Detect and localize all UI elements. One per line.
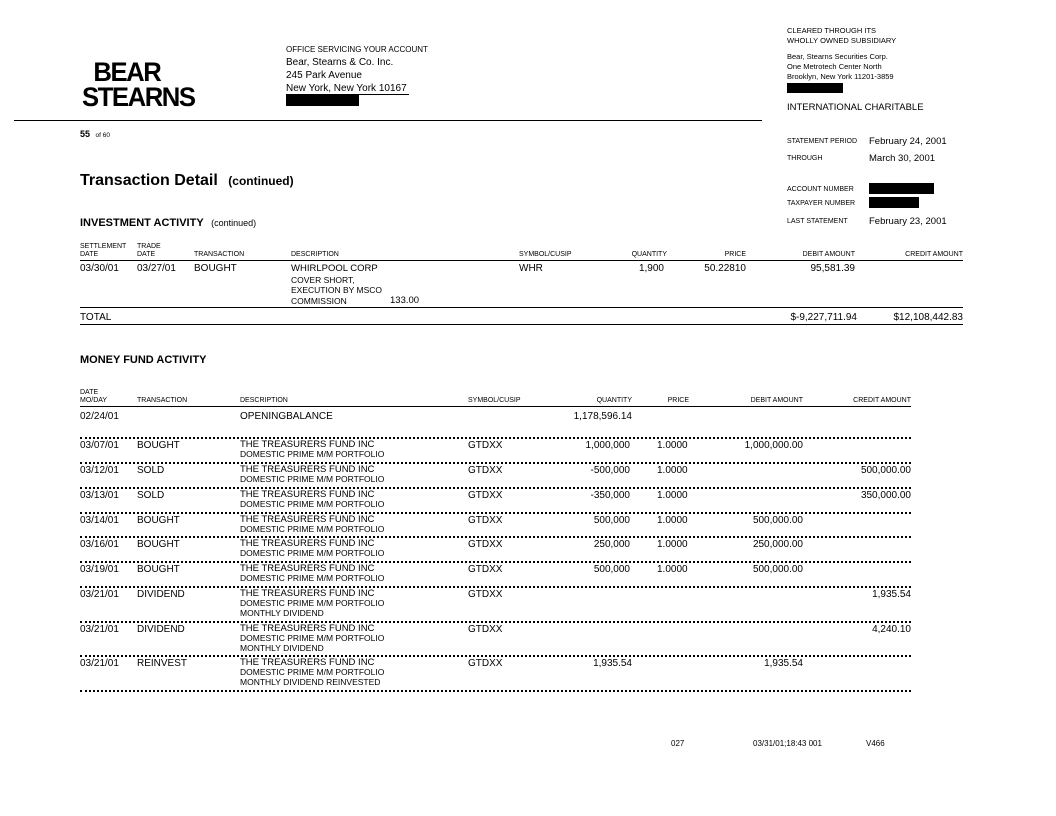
office-line-3: New York, New York 10167 — [286, 83, 407, 94]
col-credit: CREDIT AMOUNT — [905, 251, 963, 258]
mf-desc-line-1: THE TREASURERS FUND INC — [240, 489, 375, 500]
mf-row-debit: 1,935.54 — [764, 658, 803, 669]
mf-row-date: 03/13/01 — [80, 490, 119, 501]
logo-line-2: STEARNS — [82, 82, 195, 112]
mf-desc-line-1: THE TREASURERS FUND INC — [240, 464, 375, 475]
redacted-block — [787, 83, 843, 93]
row-separator — [80, 462, 911, 464]
investment-title-main: INVESTMENT ACTIVITY — [80, 217, 204, 229]
mf-row-description — [240, 625, 384, 653]
mf-opening-desc: OPENINGBALANCE — [240, 411, 333, 422]
investment-title-suffix: (continued) — [211, 218, 257, 228]
mf-row-quantity: -500,000 — [590, 465, 630, 476]
mf-desc-line-1: THE TREASURERS FUND INC — [240, 514, 375, 525]
mf-col-date-line2: MO/DAY — [80, 397, 108, 404]
col-trade-line2: DATE — [137, 251, 156, 258]
mf-desc-line-1: THE TREASURERS FUND INC — [240, 623, 375, 634]
footer-code-1: 027 — [671, 739, 685, 748]
row-separator — [80, 586, 911, 588]
mf-row-price: 1.0000 — [657, 490, 688, 501]
mf-row-symbol: GTDXX — [468, 440, 503, 451]
inv-desc-line-2: COVER SHORT, — [291, 274, 355, 285]
mf-row-description — [240, 466, 384, 483]
mf-row-symbol: GTDXX — [468, 564, 503, 575]
clearing-line-3: Bear, Stearns Securities Corp. — [787, 52, 888, 61]
mf-row-price: 1.0000 — [657, 440, 688, 451]
col-quantity: QUANTITY — [631, 251, 667, 258]
mf-desc-line-3: MONTHLY DIVIDEND — [240, 643, 324, 653]
mf-row-description — [240, 441, 384, 458]
inv-description — [291, 264, 382, 306]
row-separator — [80, 437, 911, 439]
inv-desc-line-3: EXECUTION BY MSCO — [291, 285, 382, 295]
mf-row-price: 1.0000 — [657, 515, 688, 526]
mf-desc-line-3: MONTHLY DIVIDEND — [240, 608, 324, 618]
mf-col-price: PRICE — [667, 397, 689, 404]
mf-row-credit: 500,000.00 — [860, 465, 911, 476]
row-separator — [80, 690, 911, 692]
mf-row-debit: 250,000.00 — [752, 539, 803, 550]
redacted-account-number — [869, 183, 934, 194]
col-price: PRICE — [724, 251, 746, 258]
clearing-line-5: Brooklyn, New York 11201-3859 — [787, 72, 894, 81]
mf-row-transaction: BOUGHT — [137, 539, 180, 550]
mf-row-date: 03/21/01 — [80, 658, 119, 669]
mf-desc-line-2: DOMESTIC PRIME M/M PORTFOLIO — [240, 448, 385, 459]
mf-row-symbol: GTDXX — [468, 539, 503, 550]
mf-row-date: 03/21/01 — [80, 624, 119, 635]
mf-row-price: 1.0000 — [657, 465, 688, 476]
mf-row-transaction: BOUGHT — [137, 440, 180, 451]
mf-opening-date: 02/24/01 — [80, 411, 119, 422]
mf-col-symbol: SYMBOL/CUSIP — [468, 397, 521, 404]
mf-row-transaction: SOLD — [137, 465, 165, 476]
mf-row-transaction: SOLD — [137, 490, 165, 501]
mf-desc-line-2: DOMESTIC PRIME M/M PORTFOLIO — [240, 666, 385, 677]
page-title-main: Transaction Detail — [80, 172, 218, 189]
row-separator — [80, 655, 911, 657]
row-separator — [80, 536, 911, 538]
office-line-1: Bear, Stearns & Co. Inc. — [286, 57, 394, 68]
mf-row-symbol: GTDXX — [468, 515, 503, 526]
mf-row-description — [240, 590, 384, 618]
through-value: March 30, 2001 — [869, 153, 936, 164]
mf-row-debit: 500,000.00 — [752, 515, 803, 526]
col-debit: DEBIT AMOUNT — [802, 251, 855, 258]
mf-row-transaction: REINVEST — [137, 658, 188, 669]
office-heading: OFFICE SERVICING YOUR ACCOUNT — [286, 45, 428, 54]
account-number-label: ACCOUNT NUMBER — [787, 186, 854, 193]
clearing-line-2: WHOLLY OWNED SUBSIDIARY — [787, 36, 897, 45]
logo-line-1: BEAR — [93, 57, 161, 87]
taxpayer-number-label: TAXPAYER NUMBER — [787, 200, 856, 207]
mf-row-credit: 350,000.00 — [860, 490, 911, 501]
mf-row-description — [240, 491, 384, 508]
mf-row-date: 03/21/01 — [80, 589, 119, 600]
inv-debit: 95,581.39 — [810, 263, 855, 274]
investment-activity-title — [80, 213, 256, 231]
mf-header-rule — [80, 406, 911, 407]
row-separator — [80, 621, 911, 623]
mf-row-quantity: 1,935.54 — [593, 658, 632, 669]
statement-period-value: February 24, 2001 — [869, 136, 947, 147]
mf-desc-line-2: DOMESTIC PRIME M/M PORTFOLIO — [240, 597, 385, 608]
mf-desc-line-2: DOMESTIC PRIME M/M PORTFOLIO — [240, 572, 385, 583]
mf-row-transaction: DIVIDEND — [137, 589, 185, 600]
mf-col-transaction: TRANSACTION — [137, 397, 188, 404]
mf-row-transaction: DIVIDEND — [137, 624, 185, 635]
redacted-taxpayer-number — [869, 197, 919, 208]
mf-row-debit: 500,000.00 — [752, 564, 803, 575]
inv-desc-line-4: COMMISSION — [291, 295, 347, 306]
mf-row-date: 03/16/01 — [80, 539, 119, 550]
mf-desc-line-1: THE TREASURERS FUND INC — [240, 657, 375, 668]
money-fund-title: MONEY FUND ACTIVITY — [80, 354, 207, 366]
col-description: DESCRIPTION — [291, 251, 339, 258]
mf-desc-line-2: DOMESTIC PRIME M/M PORTFOLIO — [240, 498, 385, 509]
mf-row-quantity: 1,000,000 — [585, 440, 630, 451]
mf-row-description — [240, 540, 384, 557]
mf-desc-line-2: DOMESTIC PRIME M/M PORTFOLIO — [240, 473, 385, 484]
mf-row-price: 1.0000 — [657, 539, 688, 550]
total-credit: $12,108,442.83 — [893, 312, 963, 323]
mf-row-date: 03/14/01 — [80, 515, 119, 526]
inv-settle-date: 03/30/01 — [80, 263, 119, 274]
mf-row-debit: 1,000,000.00 — [744, 440, 803, 451]
mf-desc-line-2: DOMESTIC PRIME M/M PORTFOLIO — [240, 632, 385, 643]
inv-commission: 133.00 — [390, 295, 420, 306]
mf-row-price: 1.0000 — [657, 564, 688, 575]
row-separator — [80, 487, 911, 489]
col-trade-date — [137, 243, 161, 259]
page-number — [80, 129, 110, 139]
mf-row-symbol: GTDXX — [468, 490, 503, 501]
statement-period-label: STATEMENT PERIOD — [787, 138, 858, 145]
mf-desc-line-2: DOMESTIC PRIME M/M PORTFOLIO — [240, 547, 385, 558]
mf-row-transaction: BOUGHT — [137, 564, 180, 575]
mf-row-symbol: GTDXX — [468, 624, 503, 635]
mf-row-date: 03/19/01 — [80, 564, 119, 575]
inv-desc-line-1: WHIRLPOOL CORP — [291, 263, 378, 274]
footer-code-3: V466 — [866, 739, 885, 748]
last-statement-label: LAST STATEMENT — [787, 218, 848, 225]
inv-quantity: 1,900 — [638, 263, 664, 274]
clearing-line-4: One Metrotech Center North — [787, 62, 882, 71]
mf-row-transaction: BOUGHT — [137, 515, 180, 526]
investment-header-rule — [80, 260, 963, 261]
col-settlement-date — [80, 243, 126, 259]
mf-desc-line-2: DOMESTIC PRIME M/M PORTFOLIO — [240, 523, 385, 534]
mf-row-date: 03/12/01 — [80, 465, 119, 476]
col-settlement-line2: DATE — [80, 251, 99, 258]
col-symbol: SYMBOL/CUSIP — [519, 251, 572, 258]
mf-row-description — [240, 516, 384, 533]
mf-col-credit: CREDIT AMOUNT — [853, 397, 911, 404]
col-transaction: TRANSACTION — [194, 251, 245, 258]
bear-stearns-logo — [82, 57, 195, 112]
mf-desc-line-1: THE TREASURERS FUND INC — [240, 439, 375, 450]
mf-row-quantity: 500,000 — [593, 564, 630, 575]
redacted-block — [286, 94, 359, 106]
mf-desc-line-1: THE TREASURERS FUND INC — [240, 538, 375, 549]
total-debit: $-9,227,711.94 — [790, 312, 857, 323]
col-trade-line1: TRADE — [137, 243, 161, 250]
page-title — [80, 172, 294, 190]
mf-col-date-line1: DATE — [80, 389, 99, 396]
total-label: TOTAL — [80, 312, 112, 323]
page-current: 55 — [80, 129, 91, 139]
mf-desc-line-1: THE TREASURERS FUND INC — [240, 588, 375, 599]
mf-desc-line-3: MONTHLY DIVIDEND REINVESTED — [240, 677, 381, 687]
total-bottom-rule — [80, 324, 963, 325]
mf-row-description — [240, 565, 384, 582]
page-total: of 60 — [95, 132, 110, 139]
inv-price: 50.22810 — [704, 263, 746, 274]
mf-row-symbol: GTDXX — [468, 589, 503, 600]
mf-col-quantity: QUANTITY — [596, 397, 632, 404]
mf-opening-quantity: 1,178,596.14 — [573, 411, 632, 422]
row-separator — [80, 561, 911, 563]
inv-trade-date: 03/27/01 — [137, 263, 176, 274]
mf-row-description — [240, 659, 384, 687]
mf-col-debit: DEBIT AMOUNT — [750, 397, 803, 404]
office-line-2: 245 Park Avenue — [286, 70, 362, 81]
mf-row-quantity: 250,000 — [593, 539, 630, 550]
mf-row-symbol: GTDXX — [468, 658, 503, 669]
mf-col-date — [80, 389, 107, 405]
inv-transaction: BOUGHT — [194, 263, 237, 274]
account-name: INTERNATIONAL CHARITABLE — [787, 102, 924, 113]
header-rule — [14, 120, 762, 121]
page-title-suffix: (continued) — [228, 174, 294, 188]
mf-row-quantity: 500,000 — [593, 515, 630, 526]
clearing-line-1: CLEARED THROUGH ITS — [787, 26, 877, 35]
row-separator — [80, 512, 911, 514]
col-settlement-line1: SETTLEMENT — [80, 243, 127, 250]
last-statement-value: February 23, 2001 — [869, 216, 947, 227]
mf-row-quantity: -350,000 — [590, 490, 630, 501]
mf-row-date: 03/07/01 — [80, 440, 119, 451]
mf-row-credit: 4,240.10 — [872, 624, 911, 635]
footer-code-2: 03/31/01;18:43 001 — [753, 739, 822, 748]
mf-col-description: DESCRIPTION — [240, 397, 288, 404]
mf-desc-line-1: THE TREASURERS FUND INC — [240, 563, 375, 574]
inv-symbol: WHR — [519, 263, 543, 274]
total-top-rule — [80, 307, 963, 308]
mf-row-symbol: GTDXX — [468, 465, 503, 476]
through-label: THROUGH — [787, 155, 823, 162]
mf-row-credit: 1,935.54 — [872, 589, 911, 600]
